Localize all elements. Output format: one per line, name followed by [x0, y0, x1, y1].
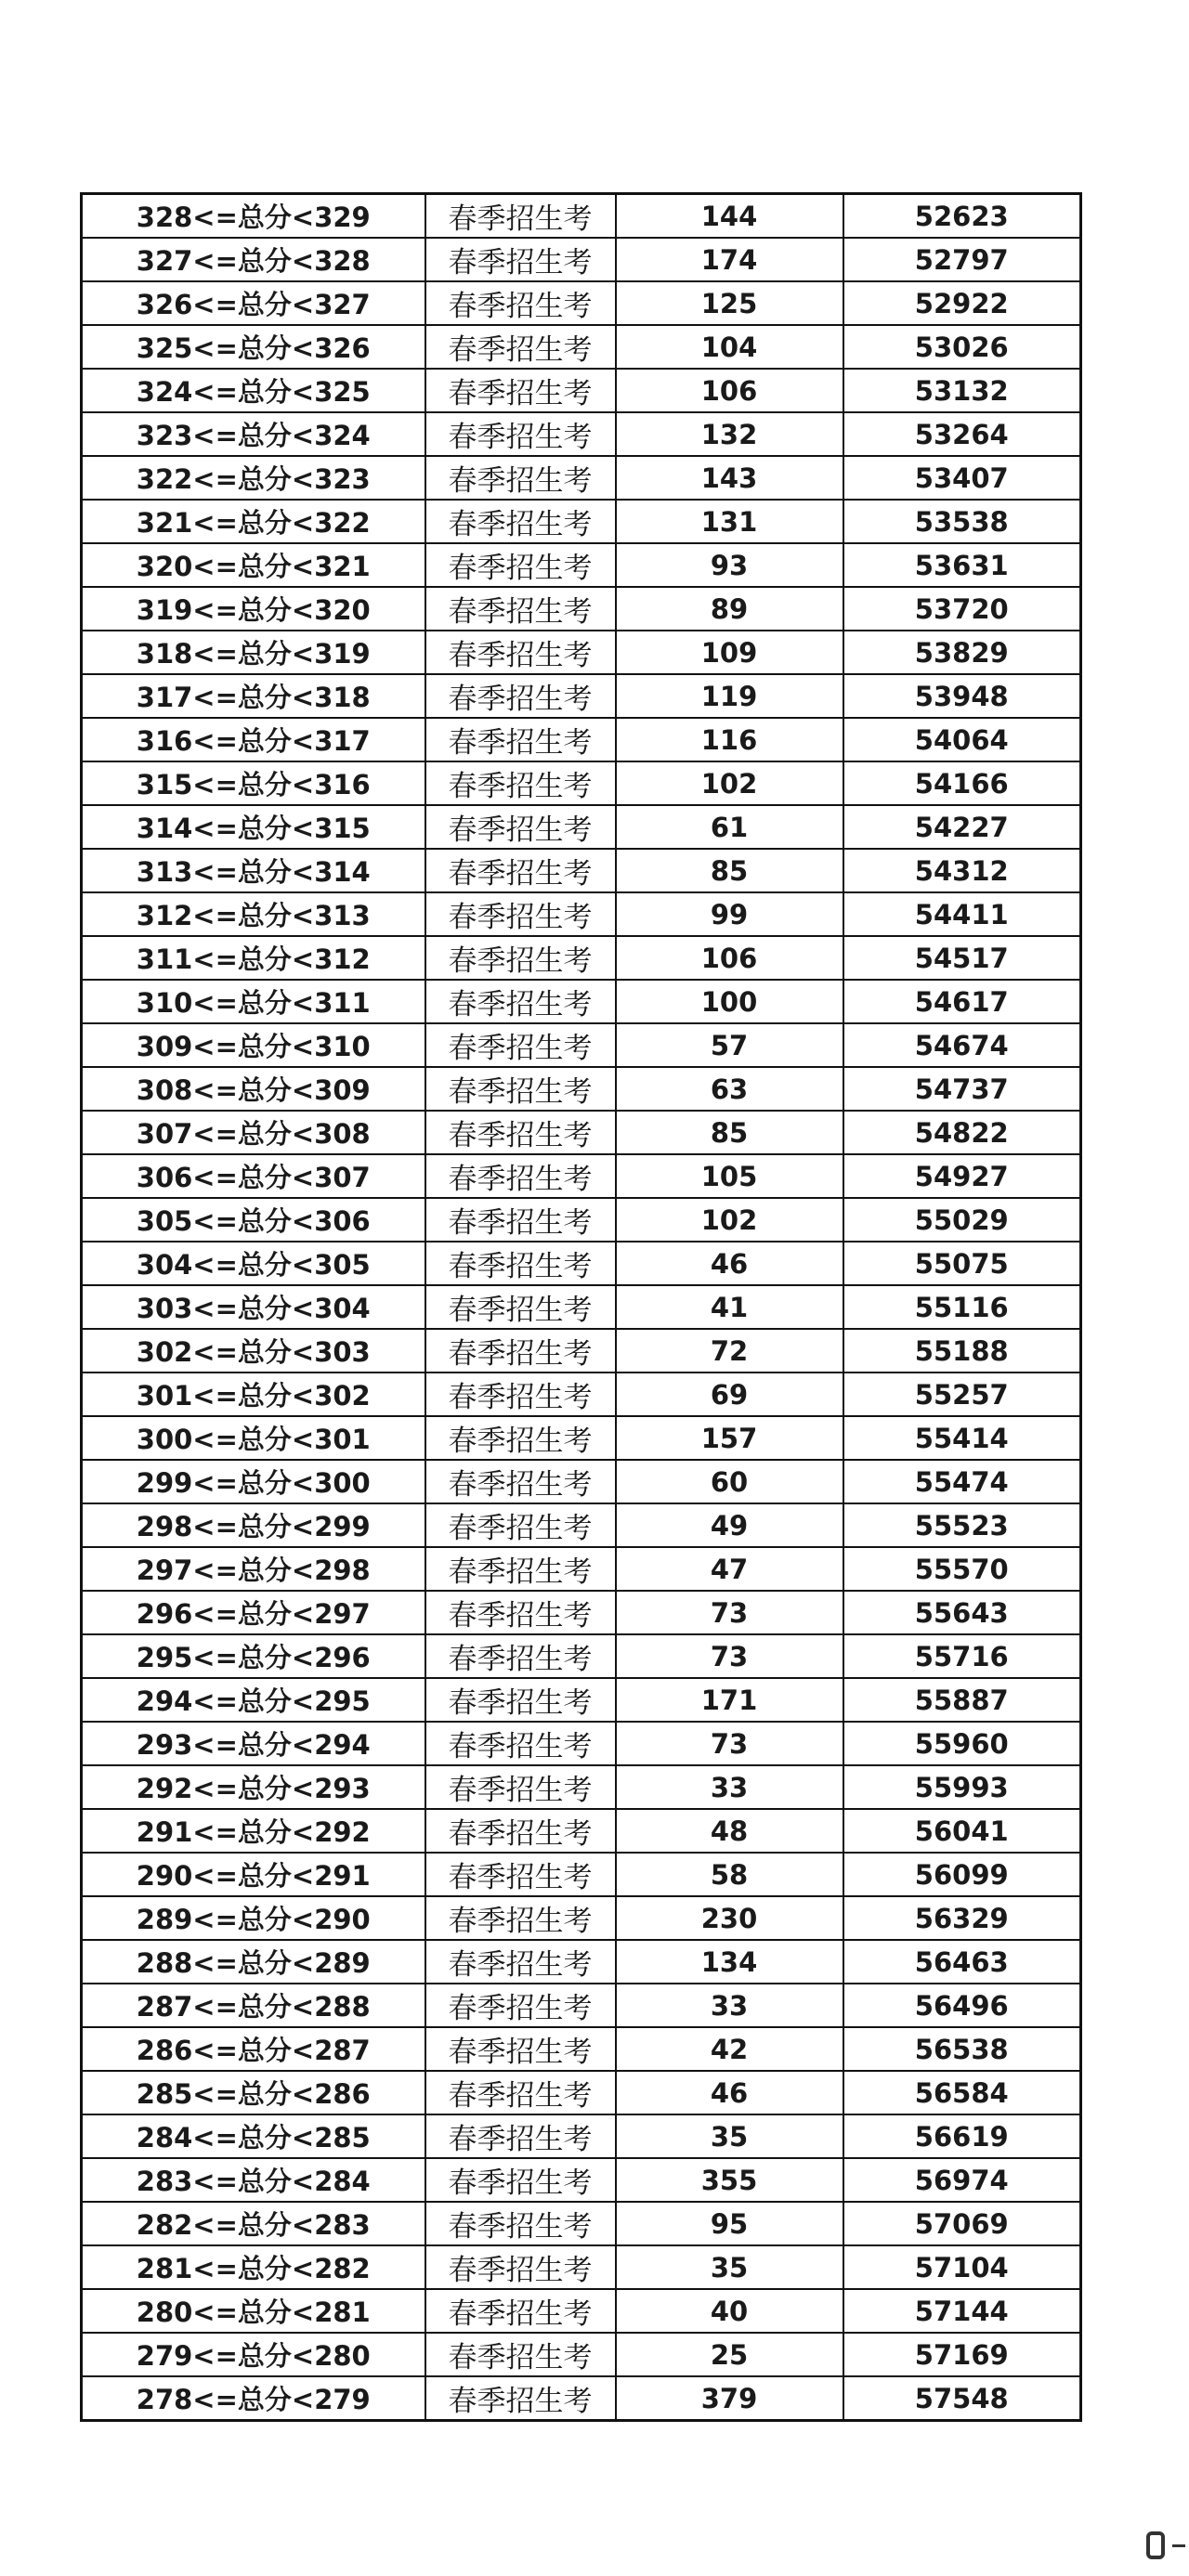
cumulative-cell: 57144 [843, 2289, 1081, 2333]
exam-type-cell: 春季招生考 [425, 500, 616, 543]
exam-type-cell: 春季招生考 [425, 587, 616, 631]
score-range-cell: 312<=总分<313 [82, 892, 425, 936]
count-cell: 33 [616, 1765, 843, 1809]
cumulative-cell: 54737 [843, 1067, 1081, 1111]
score-range-cell: 278<=总分<279 [82, 2376, 425, 2421]
table-row [82, 1940, 1081, 1984]
scroll-indicator-icon [1146, 2531, 1165, 2559]
count-cell: 73 [616, 1591, 843, 1634]
cumulative-cell: 54411 [843, 892, 1081, 936]
count-cell: 63 [616, 1067, 843, 1111]
score-range-cell: 280<=总分<281 [82, 2289, 425, 2333]
count-cell: 73 [616, 1634, 843, 1678]
count-cell: 230 [616, 1896, 843, 1940]
table-row [82, 980, 1081, 1023]
count-cell: 157 [616, 1416, 843, 1460]
count-cell: 47 [616, 1547, 843, 1591]
score-range-cell: 289<=总分<290 [82, 1896, 425, 1940]
score-range-cell: 308<=总分<309 [82, 1067, 425, 1111]
exam-type-cell: 春季招生考 [425, 1242, 616, 1285]
exam-type-cell: 春季招生考 [425, 281, 616, 325]
count-cell: 105 [616, 1154, 843, 1198]
exam-type-cell: 春季招生考 [425, 1067, 616, 1111]
cumulative-cell: 57104 [843, 2245, 1081, 2289]
score-range-cell: 295<=总分<296 [82, 1634, 425, 1678]
score-range-cell: 290<=总分<291 [82, 1853, 425, 1896]
table-row [82, 369, 1081, 412]
table-row [82, 1023, 1081, 1067]
exam-type-cell: 春季招生考 [425, 238, 616, 281]
exam-type-cell: 春季招生考 [425, 2071, 616, 2114]
score-range-cell: 301<=总分<302 [82, 1373, 425, 1416]
score-range-cell: 300<=总分<301 [82, 1416, 425, 1460]
exam-type-cell: 春季招生考 [425, 194, 616, 239]
cumulative-cell: 57069 [843, 2202, 1081, 2245]
cumulative-cell: 56041 [843, 1809, 1081, 1853]
count-cell: 119 [616, 674, 843, 718]
score-range-cell: 283<=总分<284 [82, 2158, 425, 2202]
score-range-cell: 282<=总分<283 [82, 2202, 425, 2245]
cumulative-cell: 54166 [843, 761, 1081, 805]
table-row [82, 1285, 1081, 1329]
score-range-cell: 325<=总分<326 [82, 325, 425, 369]
count-cell: 134 [616, 1940, 843, 1984]
score-range-cell: 296<=总分<297 [82, 1591, 425, 1634]
count-cell: 85 [616, 1111, 843, 1154]
score-range-cell: 284<=总分<285 [82, 2114, 425, 2158]
exam-type-cell: 春季招生考 [425, 718, 616, 761]
exam-type-cell: 春季招生考 [425, 1591, 616, 1634]
score-range-cell: 291<=总分<292 [82, 1809, 425, 1853]
score-range-cell: 303<=总分<304 [82, 1285, 425, 1329]
count-cell: 125 [616, 281, 843, 325]
count-cell: 355 [616, 2158, 843, 2202]
exam-type-cell: 春季招生考 [425, 1678, 616, 1722]
score-range-cell: 299<=总分<300 [82, 1460, 425, 1503]
table-row [82, 1765, 1081, 1809]
exam-type-cell: 春季招生考 [425, 2333, 616, 2376]
score-range-cell: 324<=总分<325 [82, 369, 425, 412]
count-cell: 109 [616, 631, 843, 674]
score-range-cell: 323<=总分<324 [82, 412, 425, 456]
table-row [82, 1503, 1081, 1547]
score-range-cell: 314<=总分<315 [82, 805, 425, 849]
exam-type-cell: 春季招生考 [425, 1765, 616, 1809]
table-row [82, 1154, 1081, 1198]
cumulative-cell: 55188 [843, 1329, 1081, 1373]
table-row [82, 1242, 1081, 1285]
cumulative-cell: 55570 [843, 1547, 1081, 1591]
exam-type-cell: 春季招生考 [425, 1634, 616, 1678]
cumulative-cell: 54064 [843, 718, 1081, 761]
table-row [82, 674, 1081, 718]
cumulative-cell: 54517 [843, 936, 1081, 980]
table-row [82, 1896, 1081, 1940]
exam-type-cell: 春季招生考 [425, 2376, 616, 2421]
score-range-cell: 309<=总分<310 [82, 1023, 425, 1067]
table-row [82, 2114, 1081, 2158]
table-row [82, 1722, 1081, 1765]
table-row [82, 1984, 1081, 2027]
score-range-cell: 327<=总分<328 [82, 238, 425, 281]
cumulative-cell: 57548 [843, 2376, 1081, 2421]
score-range-cell: 288<=总分<289 [82, 1940, 425, 1984]
exam-type-cell: 春季招生考 [425, 543, 616, 587]
score-range-cell: 293<=总分<294 [82, 1722, 425, 1765]
exam-type-cell: 春季招生考 [425, 369, 616, 412]
exam-type-cell: 春季招生考 [425, 892, 616, 936]
count-cell: 46 [616, 1242, 843, 1285]
count-cell: 100 [616, 980, 843, 1023]
cumulative-cell: 53132 [843, 369, 1081, 412]
cumulative-cell: 57169 [843, 2333, 1081, 2376]
count-cell: 143 [616, 456, 843, 500]
table-row [82, 1373, 1081, 1416]
exam-type-cell: 春季招生考 [425, 1984, 616, 2027]
cumulative-cell: 54674 [843, 1023, 1081, 1067]
table-row [82, 2333, 1081, 2376]
cumulative-cell: 55887 [843, 1678, 1081, 1722]
cumulative-cell: 56496 [843, 1984, 1081, 2027]
count-cell: 57 [616, 1023, 843, 1067]
cumulative-cell: 54617 [843, 980, 1081, 1023]
cumulative-cell: 53631 [843, 543, 1081, 587]
table-row [82, 281, 1081, 325]
count-cell: 93 [616, 543, 843, 587]
table-row [82, 849, 1081, 892]
count-cell: 104 [616, 325, 843, 369]
table-row [82, 587, 1081, 631]
table-row [82, 325, 1081, 369]
cumulative-cell: 56329 [843, 1896, 1081, 1940]
count-cell: 379 [616, 2376, 843, 2421]
count-cell: 40 [616, 2289, 843, 2333]
cumulative-cell: 55960 [843, 1722, 1081, 1765]
score-range-cell: 326<=总分<327 [82, 281, 425, 325]
table-row [82, 936, 1081, 980]
table-row [82, 1547, 1081, 1591]
table-row [82, 2071, 1081, 2114]
score-range-cell: 279<=总分<280 [82, 2333, 425, 2376]
count-cell: 46 [616, 2071, 843, 2114]
exam-type-cell: 春季招生考 [425, 849, 616, 892]
table-row [82, 1067, 1081, 1111]
table-row [82, 238, 1081, 281]
cumulative-cell: 52922 [843, 281, 1081, 325]
count-cell: 35 [616, 2245, 843, 2289]
exam-type-cell: 春季招生考 [425, 2027, 616, 2071]
cumulative-cell: 56974 [843, 2158, 1081, 2202]
score-range-cell: 287<=总分<288 [82, 1984, 425, 2027]
table-row [82, 631, 1081, 674]
exam-type-cell: 春季招生考 [425, 631, 616, 674]
score-range-cell: 297<=总分<298 [82, 1547, 425, 1591]
table-row [82, 1634, 1081, 1678]
exam-type-cell: 春季招生考 [425, 1809, 616, 1853]
exam-type-cell: 春季招生考 [425, 1896, 616, 1940]
cumulative-cell: 56584 [843, 2071, 1081, 2114]
cumulative-cell: 52797 [843, 238, 1081, 281]
table-row [82, 1460, 1081, 1503]
score-range-cell: 322<=总分<323 [82, 456, 425, 500]
cumulative-cell: 55075 [843, 1242, 1081, 1285]
table-row [82, 500, 1081, 543]
table-row [82, 2289, 1081, 2333]
count-cell: 60 [616, 1460, 843, 1503]
score-range-cell: 292<=总分<293 [82, 1765, 425, 1809]
table-row [82, 1329, 1081, 1373]
table-row [82, 2376, 1081, 2421]
cumulative-cell: 55029 [843, 1198, 1081, 1242]
cumulative-cell: 54927 [843, 1154, 1081, 1198]
cumulative-cell: 55474 [843, 1460, 1081, 1503]
table-row [82, 2158, 1081, 2202]
exam-type-cell: 春季招生考 [425, 1547, 616, 1591]
score-range-cell: 304<=总分<305 [82, 1242, 425, 1285]
count-cell: 73 [616, 1722, 843, 1765]
exam-type-cell: 春季招生考 [425, 1023, 616, 1067]
cumulative-cell: 53538 [843, 500, 1081, 543]
count-cell: 132 [616, 412, 843, 456]
cumulative-cell: 53948 [843, 674, 1081, 718]
count-cell: 106 [616, 936, 843, 980]
score-range-cell: 310<=总分<311 [82, 980, 425, 1023]
count-cell: 72 [616, 1329, 843, 1373]
count-cell: 102 [616, 1198, 843, 1242]
count-cell: 144 [616, 194, 843, 239]
score-range-cell: 317<=总分<318 [82, 674, 425, 718]
table-row [82, 718, 1081, 761]
table-row [82, 2245, 1081, 2289]
exam-type-cell: 春季招生考 [425, 2289, 616, 2333]
cumulative-cell: 54227 [843, 805, 1081, 849]
table-row [82, 543, 1081, 587]
score-range-cell: 316<=总分<317 [82, 718, 425, 761]
count-cell: 69 [616, 1373, 843, 1416]
cumulative-cell: 56619 [843, 2114, 1081, 2158]
exam-type-cell: 春季招生考 [425, 1722, 616, 1765]
score-range-cell: 294<=总分<295 [82, 1678, 425, 1722]
exam-type-cell: 春季招生考 [425, 1111, 616, 1154]
cumulative-cell: 55414 [843, 1416, 1081, 1460]
cumulative-cell: 53407 [843, 456, 1081, 500]
count-cell: 95 [616, 2202, 843, 2245]
table-row [82, 892, 1081, 936]
score-range-cell: 320<=总分<321 [82, 543, 425, 587]
score-range-cell: 321<=总分<322 [82, 500, 425, 543]
count-cell: 58 [616, 1853, 843, 1896]
exam-type-cell: 春季招生考 [425, 761, 616, 805]
cumulative-cell: 53829 [843, 631, 1081, 674]
score-distribution-table [80, 192, 1082, 2422]
exam-type-cell: 春季招生考 [425, 1198, 616, 1242]
table-row [82, 1591, 1081, 1634]
score-range-cell: 318<=总分<319 [82, 631, 425, 674]
table-body [82, 194, 1081, 2421]
count-cell: 49 [616, 1503, 843, 1547]
exam-type-cell: 春季招生考 [425, 1329, 616, 1373]
exam-type-cell: 春季招生考 [425, 2114, 616, 2158]
table-row [82, 412, 1081, 456]
table-row [82, 1416, 1081, 1460]
cumulative-cell: 55257 [843, 1373, 1081, 1416]
count-cell: 35 [616, 2114, 843, 2158]
exam-type-cell: 春季招生考 [425, 325, 616, 369]
score-table-container [80, 192, 1079, 2422]
table-row [82, 1853, 1081, 1896]
exam-type-cell: 春季招生考 [425, 1285, 616, 1329]
cumulative-cell: 55523 [843, 1503, 1081, 1547]
count-cell: 131 [616, 500, 843, 543]
score-range-cell: 319<=总分<320 [82, 587, 425, 631]
exam-type-cell: 春季招生考 [425, 1154, 616, 1198]
exam-type-cell: 春季招生考 [425, 1373, 616, 1416]
score-range-cell: 306<=总分<307 [82, 1154, 425, 1198]
cumulative-cell: 56538 [843, 2027, 1081, 2071]
count-cell: 116 [616, 718, 843, 761]
count-cell: 171 [616, 1678, 843, 1722]
cumulative-cell: 56463 [843, 1940, 1081, 1984]
count-cell: 42 [616, 2027, 843, 2071]
score-range-cell: 298<=总分<299 [82, 1503, 425, 1547]
cumulative-cell: 53026 [843, 325, 1081, 369]
count-cell: 61 [616, 805, 843, 849]
count-cell: 25 [616, 2333, 843, 2376]
exam-type-cell: 春季招生考 [425, 980, 616, 1023]
cumulative-cell: 54312 [843, 849, 1081, 892]
table-row [82, 194, 1081, 239]
count-cell: 41 [616, 1285, 843, 1329]
table-row [82, 2202, 1081, 2245]
exam-type-cell: 春季招生考 [425, 674, 616, 718]
table-row [82, 1678, 1081, 1722]
score-range-cell: 305<=总分<306 [82, 1198, 425, 1242]
count-cell: 99 [616, 892, 843, 936]
cumulative-cell: 54822 [843, 1111, 1081, 1154]
score-range-cell: 307<=总分<308 [82, 1111, 425, 1154]
table-row [82, 1198, 1081, 1242]
cumulative-cell: 55643 [843, 1591, 1081, 1634]
table-row [82, 805, 1081, 849]
table-row [82, 761, 1081, 805]
table-row [82, 1809, 1081, 1853]
cumulative-cell: 55993 [843, 1765, 1081, 1809]
cumulative-cell: 55116 [843, 1285, 1081, 1329]
table-row [82, 2027, 1081, 2071]
count-cell: 174 [616, 238, 843, 281]
exam-type-cell: 春季招生考 [425, 2245, 616, 2289]
count-cell: 33 [616, 1984, 843, 2027]
exam-type-cell: 春季招生考 [425, 1460, 616, 1503]
cumulative-cell: 56099 [843, 1853, 1081, 1896]
exam-type-cell: 春季招生考 [425, 2202, 616, 2245]
exam-type-cell: 春季招生考 [425, 805, 616, 849]
exam-type-cell: 春季招生考 [425, 2158, 616, 2202]
exam-type-cell: 春季招生考 [425, 1416, 616, 1460]
score-range-cell: 311<=总分<312 [82, 936, 425, 980]
score-range-cell: 286<=总分<287 [82, 2027, 425, 2071]
score-range-cell: 328<=总分<329 [82, 194, 425, 239]
exam-type-cell: 春季招生考 [425, 1853, 616, 1896]
exam-type-cell: 春季招生考 [425, 1503, 616, 1547]
score-range-cell: 302<=总分<303 [82, 1329, 425, 1373]
cumulative-cell: 52623 [843, 194, 1081, 239]
cumulative-cell: 55716 [843, 1634, 1081, 1678]
exam-type-cell: 春季招生考 [425, 456, 616, 500]
count-cell: 89 [616, 587, 843, 631]
exam-type-cell: 春季招生考 [425, 1940, 616, 1984]
score-range-cell: 315<=总分<316 [82, 761, 425, 805]
exam-type-cell: 春季招生考 [425, 412, 616, 456]
cumulative-cell: 53264 [843, 412, 1081, 456]
score-range-cell: 285<=总分<286 [82, 2071, 425, 2114]
count-cell: 102 [616, 761, 843, 805]
table-row [82, 1111, 1081, 1154]
count-cell: 85 [616, 849, 843, 892]
count-cell: 48 [616, 1809, 843, 1853]
count-cell: 106 [616, 369, 843, 412]
score-range-cell: 313<=总分<314 [82, 849, 425, 892]
exam-type-cell: 春季招生考 [425, 936, 616, 980]
table-row [82, 456, 1081, 500]
score-range-cell: 281<=总分<282 [82, 2245, 425, 2289]
cumulative-cell: 53720 [843, 587, 1081, 631]
